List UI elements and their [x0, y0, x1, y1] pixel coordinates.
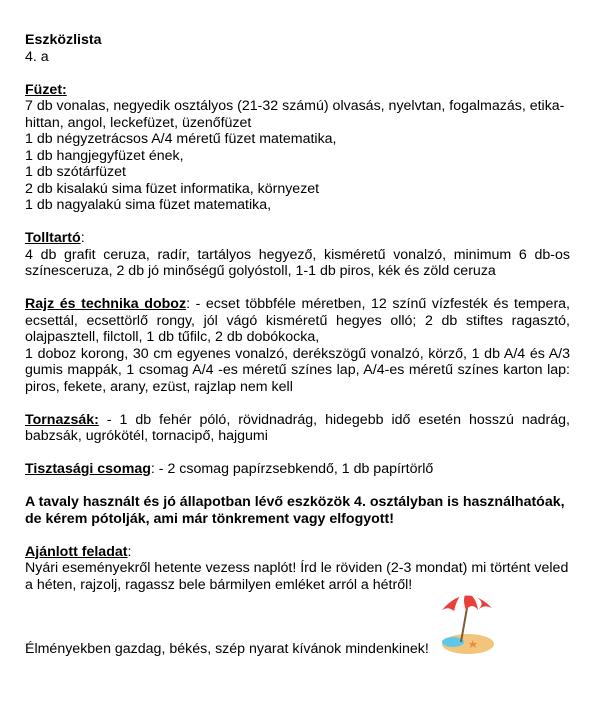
rajz-line: : - ecset többféle méretben, 12 színű vízfesték és tempera, [186, 296, 570, 312]
tornazsak-line: babzsák, ugrókötél, tornacipő, hajgumi [25, 428, 268, 444]
ajanlott-line: Nyári eseményekről hetente vezess naplót! Írd le röviden (2-3 mondat) mi történt veled [25, 560, 569, 576]
fuzet-line: 7 db vonalas, negyedik osztályos (21-32 számú) olvasás, nyelvtan, fogalmazás, etika- [25, 98, 565, 114]
ajanlott-colon: : [127, 543, 132, 560]
fuzet-line: hittan, angol, leckefüzet, üzenőfüzet [25, 114, 252, 131]
rajz-line: piros, fekete, arany, ezüst, rajzlap nem kell [25, 378, 293, 395]
doc-title: Eszközlista [25, 32, 102, 48]
rajz-heading: Rajz és technika doboz [25, 296, 187, 312]
document-body [25, 32, 570, 593]
tornazsak-heading: Tornazsák: [25, 411, 99, 428]
tolltarto-heading-line [25, 230, 570, 247]
fuzet-line: 2 db kisalakú sima füzet informatika, környezet [25, 180, 320, 197]
beach-umbrella-icon [436, 588, 496, 658]
fuzet-heading: Füzet: [25, 81, 67, 98]
tolltarto-line: 4 db grafit ceruza, radír, tartályos hegyező, kisméretű vonalzó, minimum 6 db-os [25, 246, 570, 263]
tornazsak-first-line [25, 412, 570, 429]
tisztasagi-heading: Tisztasági csomag [25, 461, 151, 477]
notice-line: de kérem pótolják, ami már tönkrement vagy elfogyott! [25, 510, 394, 527]
fuzet-line: 1 db hangjegyfüzet ének, [25, 147, 184, 164]
tisztasagi-rest: : - 2 csomag papírzsebkendő, 1 db papírtörlő [150, 461, 434, 477]
class-label: 4. a [25, 48, 49, 65]
rajz-line: olajpasztell, filctoll, 1 db tűfilc, 2 db dobókocka, [25, 329, 320, 345]
fuzet-line: 1 db nagyalakú sima füzet matematika, [25, 197, 272, 213]
tolltarto-colon: : [80, 230, 85, 246]
tolltarto-heading: Tolltartó [25, 230, 81, 246]
rajz-line: gumis mappák, 1 csomag A/4 -es méretű színes lap, A/4-es méretű színes karton lap: [25, 362, 570, 378]
tornazsak-line: - 1 db fehér póló, rövidnadrág, hidegebb idő esetén hosszú nadrág, [98, 411, 570, 428]
fuzet-line: 1 db négyzetrácsos A/4 méretű füzet matematika, [25, 131, 337, 147]
ajanlott-line: a héten, rajzolj, ragassz bele bármilyen emléket arról a hétről! [25, 576, 413, 593]
rajz-line: 1 doboz korong, 30 cm egyenes vonalzó, derékszögű vonalzó, körző, 1 db A/4 és A/3 [25, 345, 570, 362]
ajanlott-heading: Ajánlott feladat [25, 543, 128, 560]
fuzet-line: 1 db szótárfüzet [25, 164, 126, 180]
rajz-line: ecsettál, ecsettörlő rongy, jól vágó kisméretű hegyes olló; 2 db stiftes ragasztó, [25, 312, 570, 329]
tolltarto-line: színesceruza, 2 db jó minőségű golyóstoll, 1-1 db piros, kék és zöld ceruza [25, 263, 496, 279]
closing-text: Élményekben gazdag, békés, szép nyarat kívánok mindenkinek! [25, 641, 429, 657]
ajanlott-heading-line [25, 544, 570, 561]
notice-line: A tavaly használt és jó állapotban lévő eszközök 4. osztályban is használhatóak, [25, 494, 565, 510]
tisztasagi-line [25, 461, 570, 478]
rajz-first-line [25, 296, 570, 313]
